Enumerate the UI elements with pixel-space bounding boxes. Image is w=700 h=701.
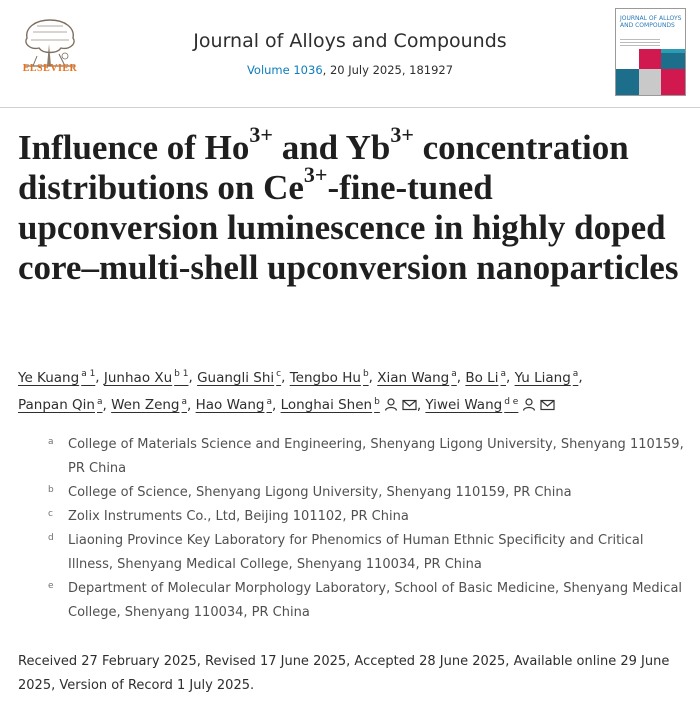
affiliation-item	[46, 481, 686, 505]
affiliation-label: c	[48, 509, 53, 519]
author-name: Tengbo Hu $^b$	[289, 369, 369, 386]
superscript: 3+	[303, 162, 328, 188]
affiliation-label: e	[48, 581, 54, 591]
author-name: Bo Li $^a$	[465, 369, 506, 386]
email-icon[interactable]	[402, 395, 417, 419]
author-affiliation-marker: b	[374, 396, 380, 407]
affiliation-item	[46, 577, 686, 625]
author-affiliation-marker: c	[276, 369, 282, 379]
author-name: Wen Zeng $^a$	[111, 396, 188, 413]
superscript: 3+	[249, 122, 273, 148]
affiliation-label: b	[48, 485, 54, 495]
author-link[interactable]	[281, 397, 417, 413]
cover-color-blocks	[616, 9, 686, 96]
author-separator: ,	[95, 369, 104, 386]
affiliation-text: College of Science, Shenyang Ligong University, Shenyang 110159, PR China	[68, 485, 572, 500]
person-icon[interactable]	[522, 395, 536, 419]
person-icon[interactable]	[384, 395, 398, 419]
article-header	[0, 0, 700, 108]
affiliation-item	[46, 529, 686, 577]
author-name: Ye Kuang $^{a 1}$	[18, 369, 96, 386]
author-link[interactable]	[18, 397, 103, 413]
author-name: Yu Liang $^a$	[514, 369, 579, 386]
author-separator: ,	[188, 369, 198, 386]
email-icon[interactable]	[540, 395, 555, 419]
author-separator: ,	[505, 369, 515, 386]
author-link[interactable]	[290, 370, 369, 386]
author-affiliation-marker: a	[500, 369, 506, 379]
author-list	[18, 362, 690, 419]
issue-details: , 20 July 2025, 181927	[322, 63, 454, 77]
author-name: Xian Wang $^a$	[377, 369, 457, 386]
author-separator: ,	[456, 369, 466, 386]
author-name: Longhai Shen $^b$	[280, 396, 380, 413]
author-link[interactable]	[197, 370, 281, 386]
superscript: 3+	[390, 122, 414, 148]
author-affiliation-marker: a	[572, 369, 579, 379]
author-link[interactable]	[465, 370, 506, 386]
affiliation-item	[46, 505, 686, 529]
author-separator: ,	[102, 397, 112, 413]
author-name: Guangli Shi $^c$	[197, 369, 282, 386]
author-separator: ,	[578, 369, 583, 386]
affiliation-text: Zolix Instruments Co., Ltd, Beijing 101102, PR China	[68, 509, 409, 524]
affiliation-text: College of Materials Science and Engineering, Shenyang Ligong University, Shenyang 110159, PR China	[68, 437, 684, 476]
author-affiliation-marker: a	[181, 396, 188, 407]
author-name: Yiwei Wang $^{d e}$	[425, 396, 519, 413]
author-separator: ,	[416, 397, 426, 413]
author-name: Hao Wang $^a$	[195, 396, 272, 413]
author-affiliation-marker: d e	[504, 396, 519, 407]
author-affiliation-marker: a	[451, 369, 457, 379]
affiliation-text: Liaoning Province Key Laboratory for Phenomics of Human Ethnic Specificity and Critical Illness, Shenyang Medical College, Shenyang 110034, PR China	[68, 533, 644, 572]
affiliation-label: d	[48, 533, 54, 543]
author-link[interactable]	[196, 397, 272, 413]
author-affiliation-marker: a 1	[81, 369, 96, 379]
author-link[interactable]	[377, 370, 457, 386]
author-separator: ,	[368, 369, 378, 386]
cover-journal-title: JOURNAL OF ALLOYS AND COMPOUNDS	[620, 15, 682, 29]
affiliation-list	[46, 433, 686, 625]
affiliation-item	[46, 433, 686, 481]
author-name: Panpan Qin $^a$	[18, 396, 103, 413]
journal-title-link[interactable]: Journal of Alloys and Compounds	[193, 30, 507, 52]
publisher-name: ELSEVIER	[22, 63, 78, 74]
affiliation-label: a	[48, 437, 54, 447]
author-link[interactable]	[515, 370, 579, 386]
affiliation-text: Department of Molecular Morphology Laboratory, School of Basic Medicine, Shenyang Medical College, Shenyang 110034, PR China	[68, 581, 683, 620]
author-separator: ,	[271, 397, 281, 413]
author-link[interactable]	[18, 370, 95, 386]
journal-cover-thumbnail[interactable]	[615, 8, 686, 96]
author-separator: ,	[281, 369, 290, 386]
author-link[interactable]	[425, 397, 555, 413]
author-affiliation-marker: b 1	[174, 369, 189, 379]
volume-info	[120, 63, 580, 77]
author-separator: ,	[187, 397, 196, 413]
author-affiliation-marker: b	[362, 369, 369, 379]
article-history: Received 27 February 2025, Revised 17 June 2025, Accepted 28 June 2025, Available online 29 June 2025, Version of Record 1 July 2025.	[18, 654, 670, 693]
author-link[interactable]	[104, 370, 189, 386]
volume-link[interactable]: Volume 1036	[246, 63, 323, 77]
article-title: Influence of $Ho^{3+}$ and $Yb^{3+}$ concentration distributions on $Ce^{3+}-fine$-tuned upconversion luminescence in highly doped core–multi-shell upconversion nanoparticles	[18, 122, 679, 287]
author-affiliation-marker: a	[97, 396, 103, 407]
author-affiliation-marker: a	[266, 396, 272, 407]
author-link[interactable]	[111, 397, 187, 413]
author-name: Junhao Xu $^{b 1}$	[103, 369, 189, 386]
